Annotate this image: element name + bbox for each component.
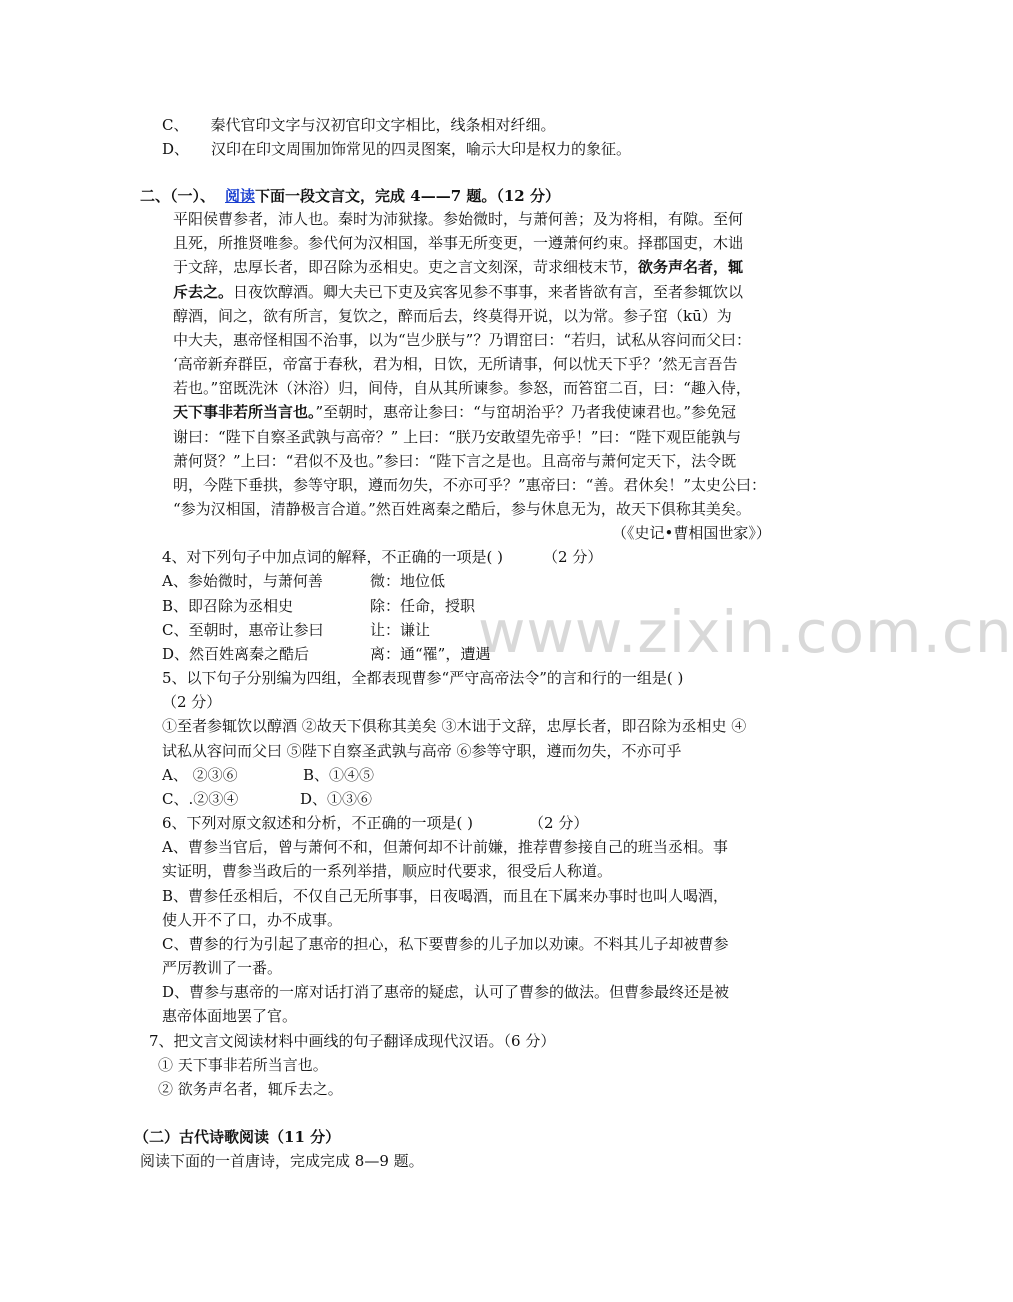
passage-line: 醇酒，间之，欲有所言，复饮之，醉而后去，终莫得开说，以为常。参子窋（kū）为	[173, 307, 732, 325]
q6-option-a: A、曹参当官后，曾与萧何不和，但萧何却不计前嫌，推荐曹参接自己的班当丞相。事	[162, 838, 728, 856]
underlined-sentence: 天下事非若所当言也。	[173, 403, 316, 421]
q5-option-a: A、 ②③⑥	[162, 766, 238, 784]
q5-option-c: C、.②③④	[162, 790, 239, 808]
passage-line: ‘高帝新弃群臣，帝富于春秋，君为相，日饮，无所请事，何以忧天下乎？’然无言吾告	[173, 355, 738, 373]
prev-option-d: D、 汉印在印文周围加饰常见的四灵图案，喻示大印是权力的象征。	[162, 140, 632, 158]
q6-option-c: 严厉教训了一番。	[162, 959, 283, 977]
q6-option-c: C、曹参的行为引起了惠帝的担心，私下要曹参的儿子加以劝谏。不料其儿子却被曹参	[162, 935, 729, 953]
q5-items: ①至者参辄饮以醇酒 ②故天下俱称其美矣 ③木诎于文辞，忠厚长者，即召除为丞相史 ④	[162, 717, 747, 735]
passage-line: 斥去之。日夜饮醇酒。卿大夫已下吏及宾客见参不事事，来者皆欲有言，至者参辄饮以	[173, 283, 744, 301]
passage-line: 萧何贤？”上曰：“君似不及也。”参曰：“陛下言之是也。且高帝与萧何定天下，法令既	[173, 452, 737, 470]
passage-line: 中大夫，惠帝怪相国不治事，以为“岂少朕与”？乃谓窋曰：“若归，试私从容问而父曰：	[173, 331, 752, 349]
q6-option-d: 惠帝体面地罢了官。	[162, 1007, 298, 1025]
underlined-sentence: 欲务声名者，辄	[638, 258, 744, 276]
q7-sentence-1: ① 天下事非若所当言也。	[158, 1056, 328, 1074]
q4-option-d: D、然百姓离秦之酷后 离：通“罹”，遭遇	[162, 645, 491, 663]
q6-option-a: 实证明，曹参当政后的一系列举措，顺应时代要求，很受后人称道。	[162, 862, 613, 880]
q7-sentence-2: ② 欲务声名者，辄斥去之。	[158, 1080, 343, 1098]
q4-stem: 4、对下列句子中加点词的解释，不正确的一项是( ) （2 分）	[162, 548, 603, 566]
passage-line: 且死，所推贤唯参。参代何为汉相国，举事无所变更，一遵萧何约束。择郡国吏，木诎	[173, 234, 744, 252]
q4-option-b: B、即召除为丞相史 除：任命，授职	[162, 597, 476, 615]
passage-line: 天下事非若所当言也。”至朝时，惠帝让参曰：“与窋胡治乎？乃者我使谏君也。”参免冠	[173, 403, 737, 421]
passage-line: 谢曰：“陛下自察圣武孰与高帝？” 上曰：“朕乃安敢望先帝乎！”曰：“陛下观臣能孰与	[173, 428, 742, 446]
prev-option-c: C、 秦代官印文字与汉初官印文字相比，线条相对纤细。	[162, 116, 556, 134]
q5-option-d: D、①③⑥	[300, 790, 373, 808]
watermark: www.zixin.com.cn	[478, 598, 1013, 666]
q6-option-d: D、曹参与惠帝的一席对话打消了惠帝的疑虑，认可了曹参的做法。但曹参最终还是被	[162, 983, 730, 1001]
q6-option-b: 使人开不了口，办不成事。	[162, 911, 343, 929]
read-link[interactable]: 阅读	[225, 187, 256, 205]
q6-option-b: B、曹参任丞相后，不仅自己无所事事，日夜喝酒，而且在下属来办事时也叫人喝酒，	[162, 887, 729, 905]
q4-option-a: A、参始微时，与萧何善 微：地位低	[162, 572, 446, 590]
q4-option-c: C、至朝时，惠帝让参曰 让：谦让	[162, 621, 431, 639]
q7-stem: 7、把文言文阅读材料中画线的句子翻译成现代汉语。（6 分）	[149, 1032, 556, 1050]
poem-section-title: （二）古代诗歌阅读（11 分）	[134, 1128, 341, 1146]
passage-line: 若也。”窋既洗沐（沐浴）归，间侍，自从其所谏参。参怒，而笞窋二百，曰：“趣入侍，	[173, 379, 751, 397]
q5-score: （2 分）	[162, 693, 222, 711]
passage-line: “参为汉相国，清静极言合道。”然百姓离秦之酷后，参与休息无为，故天下俱称其美矣。	[173, 500, 751, 518]
poem-section-intro: 阅读下面的一首唐诗，完成完成 8—9 题。	[140, 1152, 424, 1170]
q5-stem: 5、以下句子分别编为四组，全都表现曹参“严守高帝法令”的言和行的一组是( )	[162, 669, 684, 687]
q5-option-b: B、①④⑤	[303, 766, 375, 784]
q5-items: 试私从容问而父曰 ⑤陛下自察圣武孰与高帝 ⑥参等守职，遵而勿失，不亦可乎	[162, 742, 682, 760]
passage-line: 于文辞，忠厚长者，即召除为丞相史。吏之言文刻深，苛求细枝末节，欲务声名者，辄	[173, 258, 744, 276]
passage-line: 明，今陛下垂拱，参等守职，遵而勿失，不亦可乎？”惠帝曰：“善。君休矣！”太史公曰：	[173, 476, 767, 494]
passage-line: 平阳侯曹参者，沛人也。秦时为沛狱掾。参始微时，与萧何善；及为将相，有隙。至何	[173, 210, 744, 228]
q6-stem: 6、下列对原文叙述和分析，不正确的一项是( ) （2 分）	[162, 814, 589, 832]
passage-source: （《史记•曹相国世家》）	[612, 524, 771, 542]
section2-heading: 二、（一）、 阅读下面一段文言文，完成 4——7 题。（12 分）	[140, 187, 560, 205]
underlined-sentence: 斥去之。	[173, 283, 234, 301]
